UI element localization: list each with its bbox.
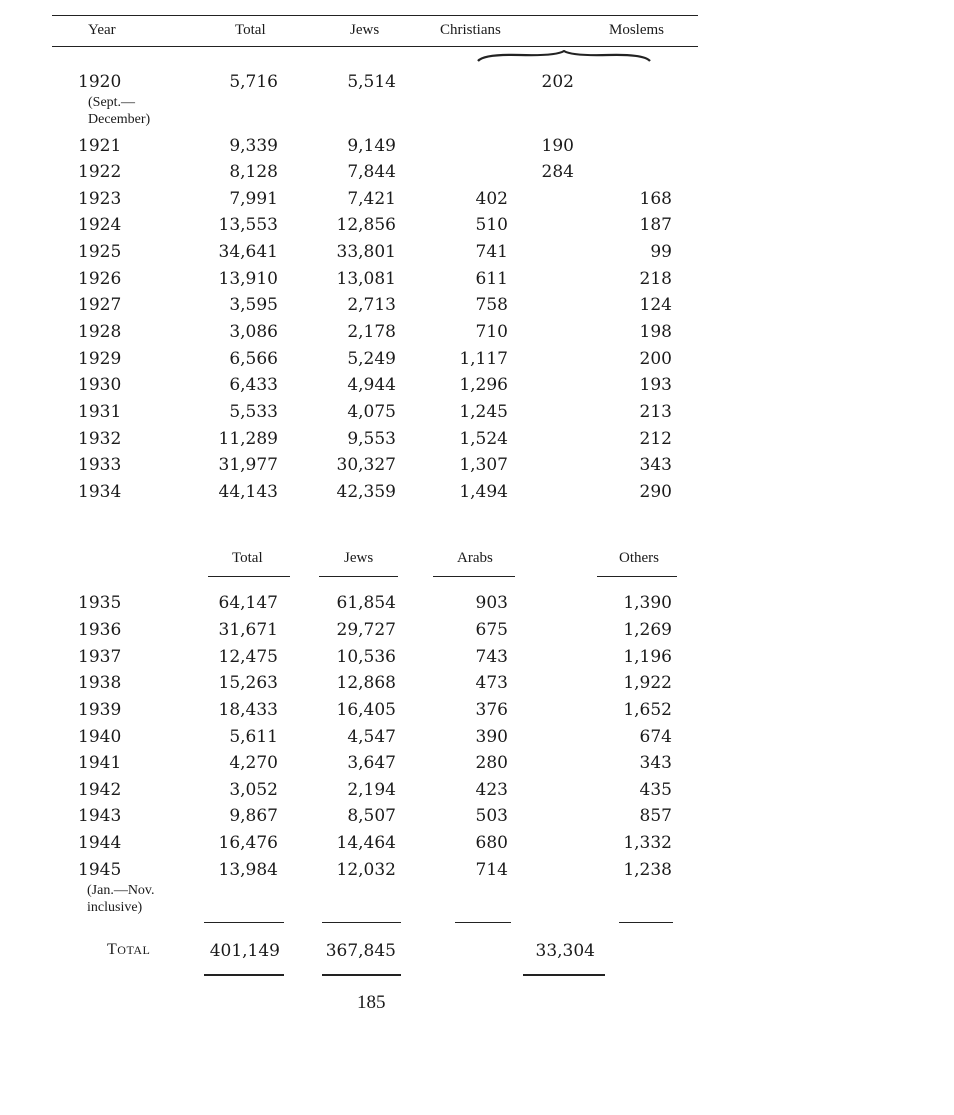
row-jews: 14,464: [336, 833, 396, 853]
total-label: TOTAL: [107, 941, 151, 958]
row-others: 435: [639, 780, 672, 800]
row-christians: 611: [475, 269, 508, 289]
page-number: 185: [357, 992, 386, 1013]
row-year: 1928: [78, 322, 122, 342]
row-moslems: 187: [639, 215, 672, 235]
row-non-jews-combined: 202: [541, 72, 574, 92]
t2-rule-total: [208, 576, 290, 577]
row-christians: 510: [475, 215, 508, 235]
row-moslems: 200: [639, 349, 672, 369]
row-total: 13,910: [218, 269, 278, 289]
row-total: 16,476: [218, 833, 278, 853]
row-jews: 30,327: [336, 455, 396, 475]
row-arabs: 473: [475, 673, 508, 693]
row-christians: 1,245: [459, 402, 508, 422]
row-year: 1945: [78, 860, 122, 880]
row-year: 1936: [78, 620, 122, 640]
row-total: 6,566: [229, 349, 278, 369]
row-total: 3,086: [229, 322, 278, 342]
row-moslems: 193: [639, 375, 672, 395]
row-arabs: 390: [475, 727, 508, 747]
row-year: 1942: [78, 780, 122, 800]
row-others: 1,332: [623, 833, 672, 853]
row-year: 1943: [78, 806, 122, 826]
row-jews: 2,713: [347, 295, 396, 315]
row-moslems: 343: [639, 455, 672, 475]
row-moslems: 218: [639, 269, 672, 289]
row-jews: 7,844: [347, 162, 396, 182]
row-year: 1939: [78, 700, 122, 720]
row-jews: 29,727: [336, 620, 396, 640]
row-others: 1,238: [623, 860, 672, 880]
row-total: 7,991: [229, 189, 278, 209]
row-total: 12,475: [218, 647, 278, 667]
row-moslems: 212: [639, 429, 672, 449]
row-jews: 3,647: [347, 753, 396, 773]
row-year: 1923: [78, 189, 122, 209]
grand-total-non-jews: 33,304: [535, 941, 595, 961]
row-total: 8,128: [229, 162, 278, 182]
row-arabs: 903: [475, 593, 508, 613]
row-non-jews-combined: 190: [541, 136, 574, 156]
header-year: Year: [88, 22, 116, 38]
row-jews: 9,149: [347, 136, 396, 156]
row-year: 1934: [78, 482, 122, 502]
row-christians: 402: [475, 189, 508, 209]
row-jews: 2,178: [347, 322, 396, 342]
row-year: 1924: [78, 215, 122, 235]
row-total: 13,984: [218, 860, 278, 880]
row-jews: 5,249: [347, 349, 396, 369]
row-year: 1930: [78, 375, 122, 395]
row-total: 5,716: [229, 72, 278, 92]
top-rule: [52, 15, 698, 16]
row-christians: 1,494: [459, 482, 508, 502]
row-christians: 1,117: [459, 349, 508, 369]
row-jews: 33,801: [336, 242, 396, 262]
row-jews: 16,405: [336, 700, 396, 720]
grand-total: 401,149: [209, 941, 280, 961]
row-jews: 10,536: [336, 647, 396, 667]
row-total: 15,263: [218, 673, 278, 693]
row-jews: 42,359: [336, 482, 396, 502]
t2-rule-others: [597, 576, 677, 577]
row-christians: 1,524: [459, 429, 508, 449]
header-total: Total: [235, 22, 266, 38]
row-year: 1941: [78, 753, 122, 773]
header-jews: Jews: [350, 22, 380, 38]
t2-header-arabs: Arabs: [457, 550, 493, 566]
row-jews: 61,854: [336, 593, 396, 613]
row-total: 5,611: [229, 727, 278, 747]
combined-brace: [476, 50, 652, 64]
row-total: 11,289: [218, 429, 278, 449]
sum-rule-arabs: [455, 922, 511, 923]
row-year: 1926: [78, 269, 122, 289]
total-rule-jews: [322, 974, 401, 976]
row-moslems: 198: [639, 322, 672, 342]
sum-rule-jews: [322, 922, 401, 923]
row-christians: 1,307: [459, 455, 508, 475]
row-non-jews-combined: 284: [541, 162, 574, 182]
t2-header-total: Total: [232, 550, 263, 566]
row-year: 1932: [78, 429, 122, 449]
row-others: 1,652: [623, 700, 672, 720]
row-total: 4,270: [229, 753, 278, 773]
row-year: 1931: [78, 402, 122, 422]
row-jews: 4,547: [347, 727, 396, 747]
row-christians: 741: [475, 242, 508, 262]
row-jews: 2,194: [347, 780, 396, 800]
row-total: 31,977: [218, 455, 278, 475]
row-moslems: 168: [639, 189, 672, 209]
row-total: 5,533: [229, 402, 278, 422]
row-arabs: 675: [475, 620, 508, 640]
row-arabs: 503: [475, 806, 508, 826]
row-total: 44,143: [218, 482, 278, 502]
row-moslems: 99: [650, 242, 672, 262]
row-jews: 7,421: [347, 189, 396, 209]
row-jews: 4,944: [347, 375, 396, 395]
row-year: 1935: [78, 593, 122, 613]
row-arabs: 376: [475, 700, 508, 720]
total-rule-total: [204, 974, 284, 976]
row-total: 64,147: [218, 593, 278, 613]
row-christians: 710: [475, 322, 508, 342]
row-note: (Jan.—Nov. inclusive): [87, 883, 155, 915]
row-total: 13,553: [218, 215, 278, 235]
t2-rule-jews: [319, 576, 398, 577]
row-others: 1,269: [623, 620, 672, 640]
row-jews: 8,507: [347, 806, 396, 826]
row-others: 1,922: [623, 673, 672, 693]
t2-header-others: Others: [619, 550, 659, 566]
row-others: 1,196: [623, 647, 672, 667]
t2-header-jews: Jews: [344, 550, 374, 566]
row-others: 857: [639, 806, 672, 826]
row-year: 1927: [78, 295, 122, 315]
row-total: 18,433: [218, 700, 278, 720]
row-year: 1925: [78, 242, 122, 262]
row-year: 1929: [78, 349, 122, 369]
header-moslems: Moslems: [609, 22, 665, 38]
row-note: (Sept.— December): [88, 95, 151, 127]
row-year: 1944: [78, 833, 122, 853]
row-total: 31,671: [218, 620, 278, 640]
row-christians: 1,296: [459, 375, 508, 395]
row-jews: 12,856: [336, 215, 396, 235]
row-moslems: 124: [639, 295, 672, 315]
row-year: 1921: [78, 136, 122, 156]
row-arabs: 680: [475, 833, 508, 853]
total-rule-non-jews: [523, 974, 605, 976]
grand-total-jews: 367,845: [325, 941, 396, 961]
row-year: 1920: [78, 72, 122, 92]
row-arabs: 423: [475, 780, 508, 800]
row-arabs: 280: [475, 753, 508, 773]
row-jews: 12,032: [336, 860, 396, 880]
row-jews: 9,553: [347, 429, 396, 449]
row-others: 343: [639, 753, 672, 773]
row-total: 3,595: [229, 295, 278, 315]
row-moslems: 213: [639, 402, 672, 422]
row-others: 674: [639, 727, 672, 747]
header-christians: Christians: [440, 22, 501, 38]
row-year: 1937: [78, 647, 122, 667]
row-year: 1938: [78, 673, 122, 693]
row-year: 1940: [78, 727, 122, 747]
row-total: 9,867: [229, 806, 278, 826]
row-moslems: 290: [639, 482, 672, 502]
row-jews: 13,081: [336, 269, 396, 289]
row-christians: 758: [475, 295, 508, 315]
sum-rule-total: [204, 922, 284, 923]
row-others: 1,390: [623, 593, 672, 613]
row-jews: 4,075: [347, 402, 396, 422]
row-year: 1922: [78, 162, 122, 182]
header-rule: [52, 46, 698, 47]
row-arabs: 714: [475, 860, 508, 880]
row-jews: 5,514: [347, 72, 396, 92]
row-jews: 12,868: [336, 673, 396, 693]
t2-rule-arabs: [433, 576, 515, 577]
sum-rule-others: [619, 922, 673, 923]
row-total: 6,433: [229, 375, 278, 395]
row-year: 1933: [78, 455, 122, 475]
row-total: 34,641: [218, 242, 278, 262]
row-arabs: 743: [475, 647, 508, 667]
row-total: 9,339: [229, 136, 278, 156]
row-total: 3,052: [229, 780, 278, 800]
